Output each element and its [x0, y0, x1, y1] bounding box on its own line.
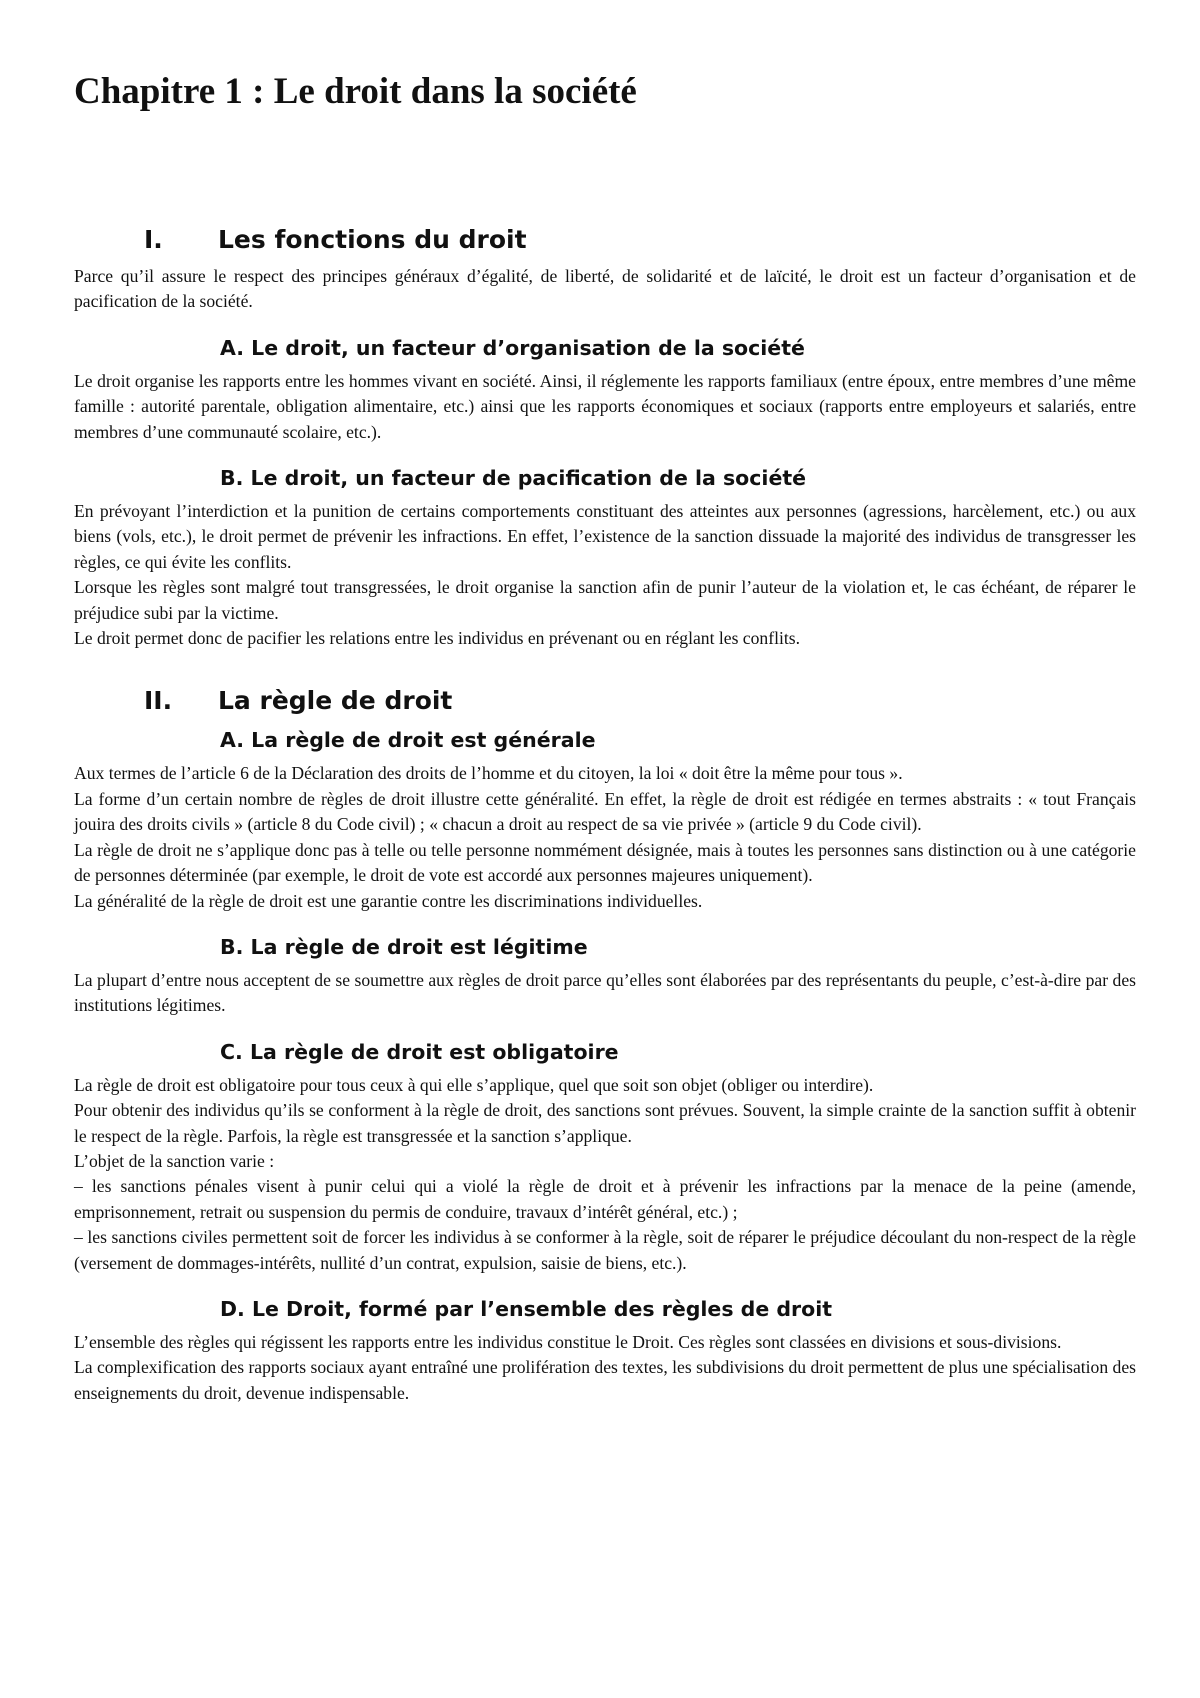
section-title: La règle de droit [218, 686, 453, 716]
section-title: Les fonctions du droit [218, 225, 527, 254]
section-intro: Parce qu’il assure le respect des principes généraux d’égalité, de liberté, de solidarité et de laïcité, le droit est un facteur d’organisation et de pacification de la société. [74, 266, 1136, 312]
paragraph: – les sanctions civiles permettent soit de forcer les individus à se conformer à la règle, soit de réparer le préjudice découlant du non-respect de la règle (versement de dommages-intérêts, nullité d’un contrat, expulsion, saisie de biens, etc.). [74, 1227, 1136, 1273]
paragraph: L’ensemble des règles qui régissent les rapports entre les individus constitue le Droit. Ces règles sont classées en divisions et sous-divisions. [74, 1331, 1062, 1352]
subsection-heading: C. La règle de droit est obligatoire [220, 1039, 619, 1064]
section-heading [74, 224, 1136, 256]
subsection-2b [74, 932, 1136, 1019]
paragraph: La forme d’un certain nombre de règles de droit illustre cette généralité. En effet, la règle de droit est rédigée en termes abstraits : « tout Français jouira des droits civils » (article 8 du Code civil) ; « chacun a droit au respect de sa vie privée » (article 9 du Code civil). [74, 788, 1136, 835]
subsection-heading: B. La règle de droit est légitime [220, 934, 588, 959]
paragraph: Le droit permet donc de pacifier les relations entre les individus en prévenant ou en réglant les conflits. [74, 628, 800, 649]
subsection-heading: A. La règle de droit est générale [220, 728, 596, 753]
page-title: Chapitre 1 : Le droit dans la société [74, 71, 637, 112]
paragraph: L’objet de la sanction varie : [74, 1150, 275, 1171]
paragraph: Aux termes de l’article 6 de la Déclaration des droits de l’homme et du citoyen, la loi « doit être la même pour tous ». [74, 763, 903, 784]
section-number: II. [144, 686, 173, 716]
subsection-heading: D. Le Droit, formé par l’ensemble des règles de droit [220, 1296, 833, 1321]
section-number: I. [144, 225, 163, 254]
paragraph: La règle de droit est obligatoire pour tous ceux à qui elle s’applique, quel que soit son objet (obliger ou interdire). [74, 1074, 874, 1095]
paragraph: – les sanctions pénales visent à punir celui qui a violé la règle de droit et à prévenir les infractions par la menace de la peine (amende, emprisonnement, retrait ou suspension du permis de conduire, travaux d’intérêt général, etc.) ; [74, 1176, 1136, 1222]
subsection-2c [74, 1037, 1136, 1276]
document-page [74, 70, 1136, 1428]
paragraph: Le droit organise les rapports entre les hommes vivant en société. Ainsi, il réglemente les rapports familiaux (entre époux, entre membres d’une même famille : autorité parentale, obligation alimentaire, etc.) ainsi que les rapports économiques et sociaux (rapports entre employeurs et salariés, entre membres d’une communauté scolaire, etc.). [74, 370, 1136, 442]
paragraph: En prévoyant l’interdiction et la punition de certains comportements constituant des atteintes aux personnes (agressions, harcèlement, etc.) ou aux biens (vols, etc.), le droit permet de prévenir les infractions. En effet, l’existence de la sanction dissuade la majorité des individus de transgresser les règles, ce qui évite les conflits. [74, 501, 1136, 572]
paragraph: La règle de droit ne s’applique donc pas à telle ou telle personne nommément désignée, mais à toutes les personnes sans distinction ou à une catégorie de personnes déterminée (par exemple, le droit de vote est accordé aux personnes majeures uniquement). [74, 839, 1136, 886]
subsection-2d [74, 1294, 1136, 1406]
paragraph: Lorsque les règles sont malgré tout transgressées, le droit organise la sanction afin de punir l’auteur de la violation et, le cas échéant, de réparer le préjudice subi par la victime. [74, 577, 1136, 623]
section-1 [74, 224, 1136, 651]
paragraph: La généralité de la règle de droit est une garantie contre les discriminations individuelles. [74, 890, 703, 911]
subsection-1a [74, 333, 1136, 445]
subsection-2a [74, 725, 1136, 913]
paragraph: La complexification des rapports sociaux ayant entraîné une prolifération des textes, les subdivisions du droit permettent de plus une spécialisation des enseignements du droit, devenue indispensable. [74, 1357, 1136, 1403]
subsection-heading: B. Le droit, un facteur de pacification de la société [220, 466, 807, 491]
subsection-1b [74, 463, 1136, 651]
paragraph: Pour obtenir des individus qu’ils se conforment à la règle de droit, des sanctions sont prévues. Souvent, la simple crainte de la sanction suffit à obtenir le respect de la règle. Parfois, la règle est transgressée et la sanction s’applique. [74, 1100, 1136, 1146]
paragraph: La plupart d’entre nous acceptent de se soumettre aux règles de droit parce qu’elles sont élaborées par des représentants du peuple, c’est-à-dire par des institutions légitimes. [74, 969, 1136, 1016]
section-2 [74, 685, 1136, 1406]
subsection-heading: A. Le droit, un facteur d’organisation de la société [220, 335, 805, 360]
section-heading [74, 685, 1136, 717]
